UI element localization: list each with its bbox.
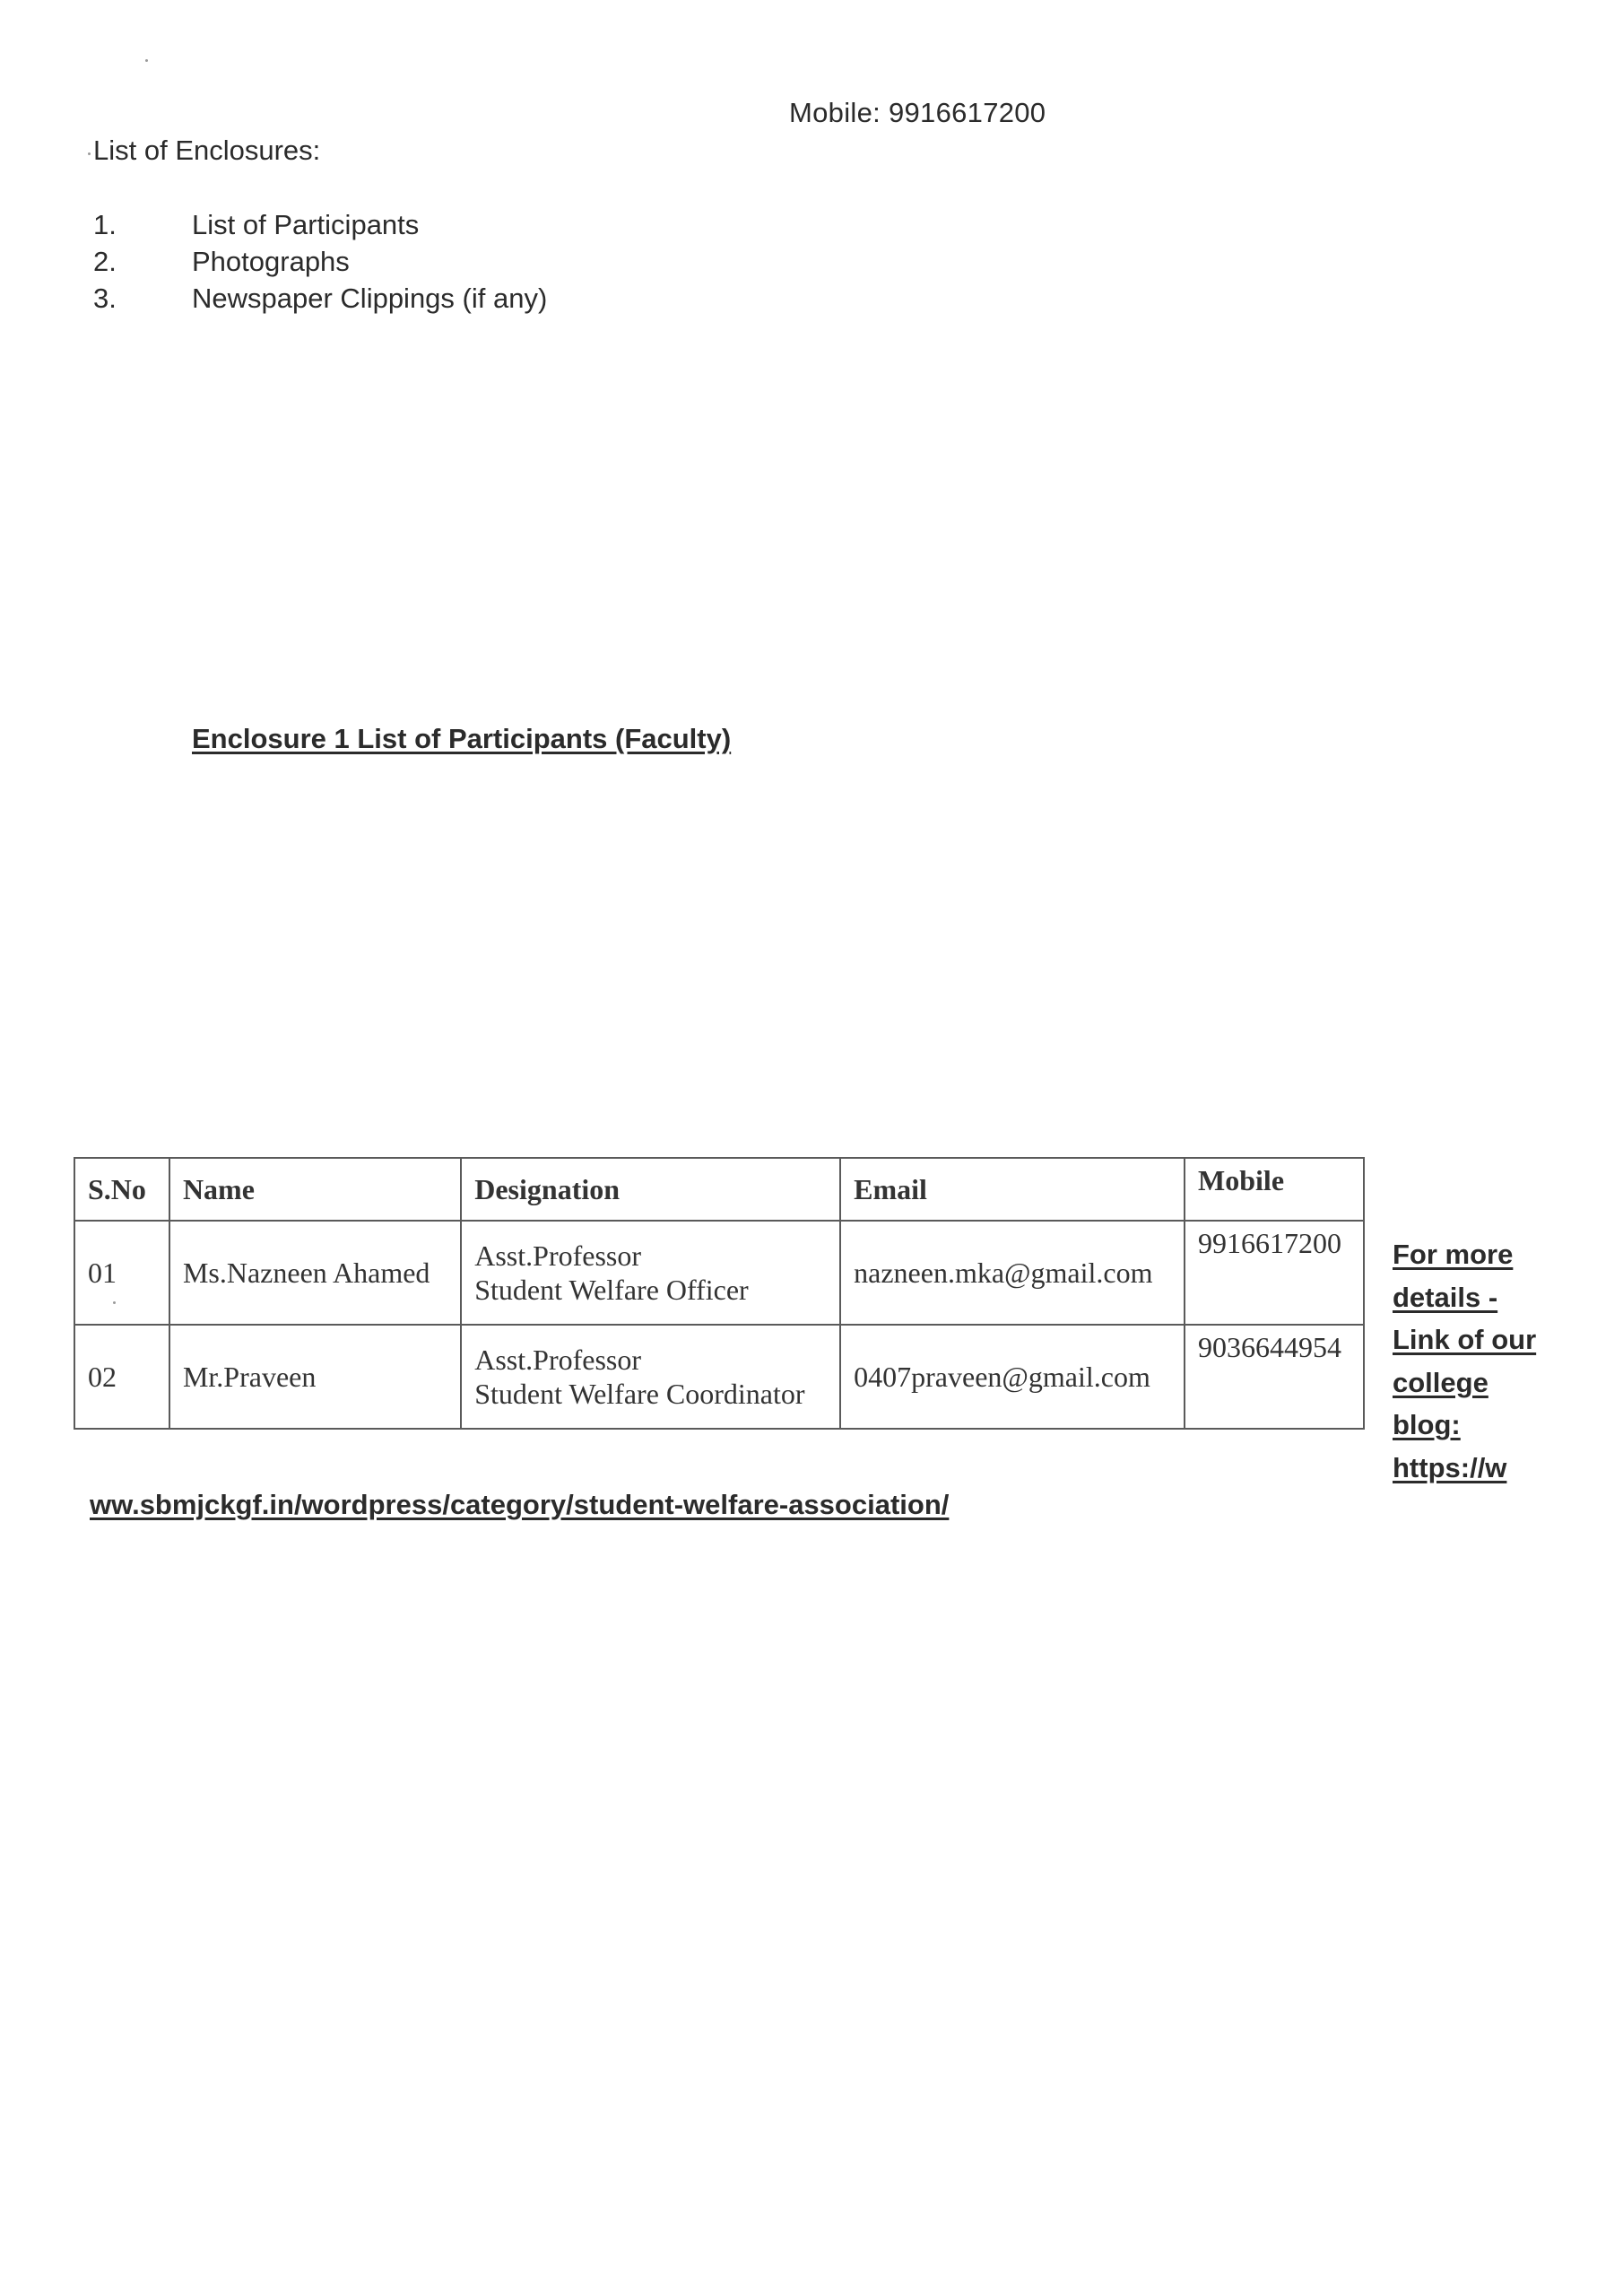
- list-item-label: List of Participants: [192, 209, 420, 240]
- cell-name: Ms.Nazneen Ahamed: [169, 1221, 461, 1325]
- cell-designation: [461, 1325, 840, 1429]
- cell-email: 0407praveen@gmail.com: [840, 1325, 1185, 1429]
- cell-mobile: 9036644954: [1185, 1325, 1364, 1429]
- designation-role: Student Welfare Officer: [474, 1274, 749, 1306]
- header-mobile: Mobile: [1185, 1158, 1364, 1221]
- table-header-row: [74, 1158, 1364, 1221]
- list-item-number: 2.: [93, 246, 117, 277]
- blog-link-note[interactable]: [1393, 1233, 1572, 1489]
- blog-url-link[interactable]: ww.sbmjckgf.in/wordpress/category/student-welfare-association/: [90, 1489, 950, 1520]
- side-note-line: blog:: [1393, 1409, 1461, 1440]
- designation-title: Asst.Professor: [474, 1239, 642, 1272]
- list-item-label: Photographs: [192, 246, 350, 277]
- side-note-line: Link of our: [1393, 1324, 1537, 1355]
- enclosures-list: [93, 206, 547, 317]
- section-title: Enclosure 1 List of Participants (Faculty): [192, 723, 732, 754]
- scan-speck: [88, 152, 91, 155]
- side-note-line: For more: [1393, 1239, 1514, 1270]
- list-item-label: Newspaper Clippings (if any): [192, 283, 548, 314]
- header-designation: Designation: [461, 1158, 840, 1221]
- side-note-line: https://w: [1393, 1451, 1507, 1483]
- side-note-line: details -: [1393, 1281, 1498, 1313]
- header-sno: S.No: [74, 1158, 169, 1221]
- cell-email: nazneen.mka@gmail.com: [840, 1221, 1185, 1325]
- list-item: [93, 243, 547, 280]
- enclosures-heading: List of Enclosures:: [93, 135, 321, 166]
- scan-speck: [145, 59, 148, 62]
- list-item-number: 3.: [93, 283, 117, 314]
- cell-name: Mr.Praveen: [169, 1325, 461, 1429]
- table-row: [74, 1221, 1364, 1325]
- cell-sno: 02: [74, 1325, 169, 1429]
- designation-title: Asst.Professor: [474, 1344, 642, 1376]
- list-item: [93, 206, 547, 243]
- cell-designation: [461, 1221, 840, 1325]
- list-item-number: 1.: [93, 209, 117, 240]
- header-name: Name: [169, 1158, 461, 1221]
- side-note-line: college: [1393, 1366, 1488, 1398]
- table-row: [74, 1325, 1364, 1429]
- cell-mobile: 9916617200: [1185, 1221, 1364, 1325]
- designation-role: Student Welfare Coordinator: [474, 1378, 805, 1410]
- cell-sno: 01: [74, 1221, 169, 1325]
- participants-table: [74, 1157, 1365, 1430]
- header-email: Email: [840, 1158, 1185, 1221]
- contact-mobile: Mobile: 9916617200: [789, 97, 1046, 128]
- list-item: [93, 280, 547, 317]
